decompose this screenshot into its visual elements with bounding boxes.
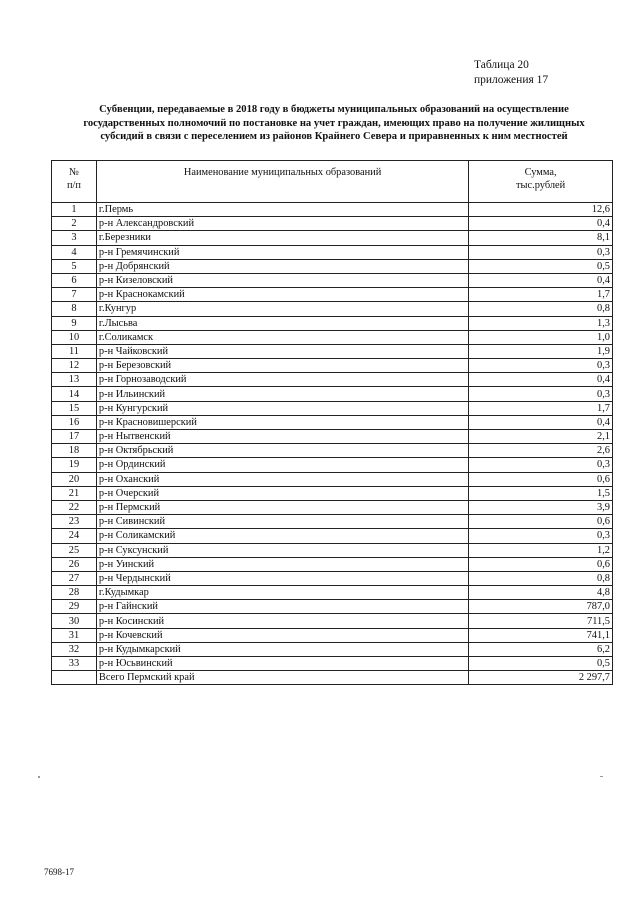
table-row	[52, 472, 613, 486]
table-row	[52, 430, 613, 444]
table-row	[52, 586, 613, 600]
title-line-1: Субвенции, передаваемые в 2018 году в бюджеты муниципальных образований на осуществление	[99, 104, 569, 115]
municipality-name: р-н Горнозаводский	[96, 373, 468, 387]
table-row	[52, 302, 613, 316]
table-row	[52, 217, 613, 231]
row-number: 7	[52, 288, 97, 302]
table-row	[52, 415, 613, 429]
table-row	[52, 557, 613, 571]
row-number: 3	[52, 231, 97, 245]
header-sum: Сумма, тыс.рублей	[469, 161, 613, 203]
municipality-name: р-н Косинский	[96, 614, 468, 628]
row-number: 25	[52, 543, 97, 557]
municipality-name: г.Пермь	[96, 203, 468, 217]
row-number: 21	[52, 486, 97, 500]
total-row	[52, 671, 613, 685]
table-row	[52, 458, 613, 472]
amount: 741,1	[469, 628, 613, 642]
header-number: № п/п	[52, 161, 97, 203]
table-row	[52, 600, 613, 614]
amount: 0,6	[469, 472, 613, 486]
amount: 0,3	[469, 359, 613, 373]
title-line-3: субсидий в связи с переселением из районов Крайнего Севера и приравненных к ним местностей	[100, 131, 568, 142]
municipality-name: р-н Ильинский	[96, 387, 468, 401]
amount: 6,2	[469, 642, 613, 656]
table-row	[52, 231, 613, 245]
amount: 3,9	[469, 500, 613, 514]
row-number: 8	[52, 302, 97, 316]
table-row	[52, 273, 613, 287]
amount: 0,5	[469, 259, 613, 273]
amount: 4,8	[469, 586, 613, 600]
row-number: 32	[52, 642, 97, 656]
amount: 787,0	[469, 600, 613, 614]
municipality-name: р-н Суксунский	[96, 543, 468, 557]
table-body	[52, 203, 613, 685]
row-number: 33	[52, 657, 97, 671]
amount: 2,6	[469, 444, 613, 458]
municipality-name: р-н Ординский	[96, 458, 468, 472]
title-line-2: государственных полномочий по постановке на учет граждан, имеющих право на получение жилищных	[83, 117, 585, 129]
municipality-name: р-н Гремячинский	[96, 245, 468, 259]
table-reference	[474, 58, 548, 88]
municipality-name: р-н Гайнский	[96, 600, 468, 614]
row-number: 24	[52, 529, 97, 543]
table-row	[52, 203, 613, 217]
row-number: 4	[52, 245, 97, 259]
municipality-name: р-н Александровский	[96, 217, 468, 231]
row-number: 18	[52, 444, 97, 458]
row-number: 23	[52, 515, 97, 529]
table-row	[52, 571, 613, 585]
municipality-name: р-н Соликамский	[96, 529, 468, 543]
table-row	[52, 401, 613, 415]
table-row	[52, 373, 613, 387]
table-row	[52, 316, 613, 330]
table-number: Таблица 20	[474, 59, 529, 71]
row-number: 31	[52, 628, 97, 642]
amount: 0,3	[469, 458, 613, 472]
total-number-cell	[52, 671, 97, 685]
municipality-name: р-н Сивинский	[96, 515, 468, 529]
municipality-name: р-н Оханский	[96, 472, 468, 486]
table-header-row	[52, 161, 613, 203]
row-number: 30	[52, 614, 97, 628]
municipality-name: г.Кудымкар	[96, 586, 468, 600]
row-number: 15	[52, 401, 97, 415]
amount: 0,4	[469, 373, 613, 387]
row-number: 14	[52, 387, 97, 401]
total-amount: 2 297,7	[469, 671, 613, 685]
row-number: 6	[52, 273, 97, 287]
amount: 0,3	[469, 245, 613, 259]
municipality-name: р-н Очерский	[96, 486, 468, 500]
municipality-name: р-н Красновишерский	[96, 415, 468, 429]
municipality-name: р-н Краснокамский	[96, 288, 468, 302]
municipality-name: р-н Добрянский	[96, 259, 468, 273]
table-row	[52, 259, 613, 273]
row-number: 12	[52, 359, 97, 373]
scan-mark	[600, 776, 603, 777]
document-code: 7698-17	[44, 867, 74, 877]
amount: 1,3	[469, 316, 613, 330]
municipality-name: г.Соликамск	[96, 330, 468, 344]
table-row	[52, 359, 613, 373]
table-row	[52, 614, 613, 628]
municipality-name: р-н Березовский	[96, 359, 468, 373]
table-row	[52, 642, 613, 656]
row-number: 20	[52, 472, 97, 486]
table-row	[52, 628, 613, 642]
table-row	[52, 515, 613, 529]
row-number: 27	[52, 571, 97, 585]
amount: 1,7	[469, 288, 613, 302]
municipality-name: р-н Нытвенский	[96, 430, 468, 444]
row-number: 28	[52, 586, 97, 600]
amount: 0,3	[469, 529, 613, 543]
municipality-name: г.Лысьва	[96, 316, 468, 330]
row-number: 22	[52, 500, 97, 514]
municipality-name: р-н Кочевский	[96, 628, 468, 642]
table-row	[52, 529, 613, 543]
row-number: 10	[52, 330, 97, 344]
row-number: 1	[52, 203, 97, 217]
row-number: 5	[52, 259, 97, 273]
amount: 2,1	[469, 430, 613, 444]
table-row	[52, 486, 613, 500]
municipality-name: г.Кунгур	[96, 302, 468, 316]
amount: 12,6	[469, 203, 613, 217]
table-row	[52, 657, 613, 671]
amount: 1,5	[469, 486, 613, 500]
total-label: Всего Пермский край	[96, 671, 468, 685]
row-number: 17	[52, 430, 97, 444]
table-row	[52, 500, 613, 514]
amount: 0,8	[469, 302, 613, 316]
amount: 1,7	[469, 401, 613, 415]
amount: 0,3	[469, 387, 613, 401]
municipality-name: р-н Чердынский	[96, 571, 468, 585]
table-row	[52, 344, 613, 358]
row-number: 11	[52, 344, 97, 358]
amount: 0,6	[469, 515, 613, 529]
table-row	[52, 330, 613, 344]
amount: 1,9	[469, 344, 613, 358]
municipality-name: р-н Юсьвинский	[96, 657, 468, 671]
table-row	[52, 444, 613, 458]
row-number: 29	[52, 600, 97, 614]
amount: 0,4	[469, 273, 613, 287]
municipality-name: р-н Чайковский	[96, 344, 468, 358]
scan-mark	[38, 776, 40, 778]
amount: 8,1	[469, 231, 613, 245]
amount: 0,5	[469, 657, 613, 671]
table-row	[52, 387, 613, 401]
amount: 711,5	[469, 614, 613, 628]
row-number: 19	[52, 458, 97, 472]
subsidy-table	[51, 160, 613, 685]
row-number: 16	[52, 415, 97, 429]
municipality-name: р-н Кизеловский	[96, 273, 468, 287]
table-row	[52, 288, 613, 302]
amount: 0,4	[469, 217, 613, 231]
amount: 0,8	[469, 571, 613, 585]
appendix-number: приложения 17	[474, 74, 549, 86]
amount: 0,6	[469, 557, 613, 571]
row-number: 13	[52, 373, 97, 387]
row-number: 2	[52, 217, 97, 231]
table-row	[52, 245, 613, 259]
municipality-name: р-н Уинский	[96, 557, 468, 571]
document-title	[54, 103, 614, 144]
municipality-name: р-н Пермский	[96, 500, 468, 514]
row-number: 9	[52, 316, 97, 330]
municipality-name: р-н Кудымкарский	[96, 642, 468, 656]
header-name: Наименование муниципальных образований	[96, 161, 468, 203]
amount: 0,4	[469, 415, 613, 429]
municipality-name: р-н Кунгурский	[96, 401, 468, 415]
table-row	[52, 543, 613, 557]
amount: 1,2	[469, 543, 613, 557]
amount: 1,0	[469, 330, 613, 344]
row-number: 26	[52, 557, 97, 571]
municipality-name: р-н Октябрьский	[96, 444, 468, 458]
municipality-name: г.Березники	[96, 231, 468, 245]
